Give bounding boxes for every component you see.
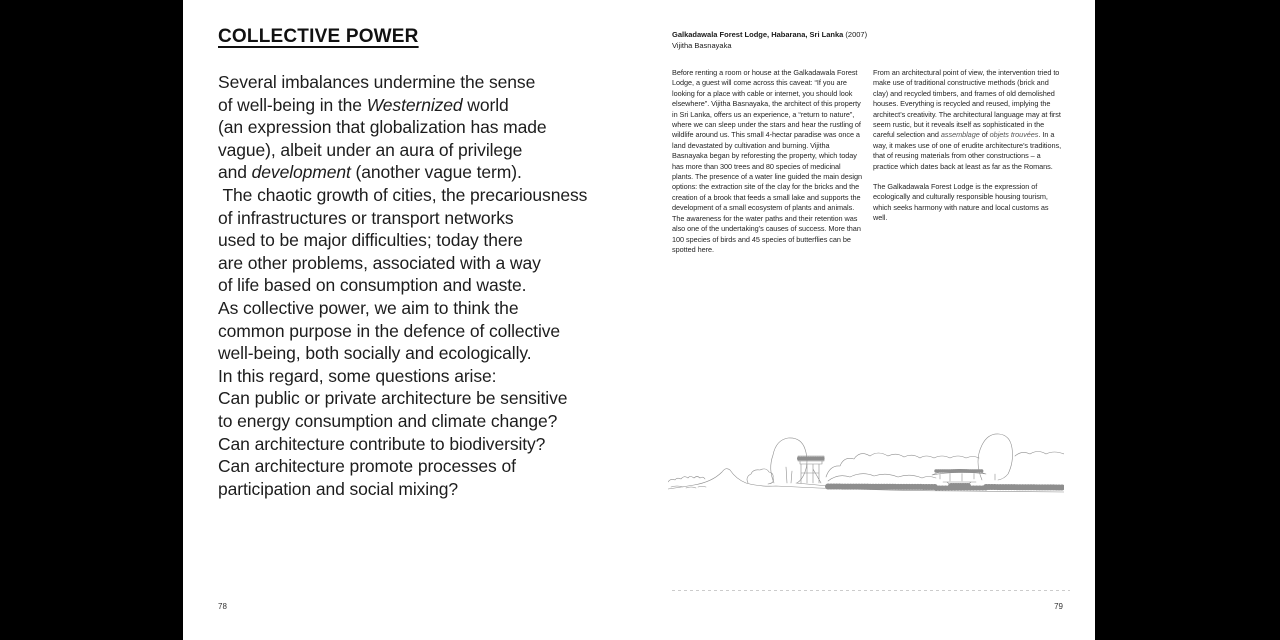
text-line: From an architectural point of view, the intervention tried to make use of traditional constructive methods (brick and clay) and recycled timbers, and frames of old demolished houses. Everything is recycled and reused, implying the architect’s creativity. The architectural language may at first seem rustic, but it reveals itself as sophisticated in the careful selection and assemblage of objets trouvées. In a way, it makes use of one of erudite architecture’s traditions, that of reusing materials from other constructions – a practice which dates back at least as far as the Romans.: [873, 68, 1062, 171]
dashed-divider: [672, 590, 1070, 591]
text-line: In this regard, some questions arise:: [218, 365, 497, 386]
text-line: of life based on consumption and waste.: [218, 275, 527, 296]
text-line: (an expression that globalization has made: [218, 117, 547, 138]
book-spread: [183, 0, 1095, 640]
text-line: used to be major difficulties; today there: [218, 230, 523, 251]
page-number-right: 79: [1054, 602, 1063, 611]
body-text: [218, 71, 628, 500]
page-number-left: 78: [218, 602, 227, 611]
text-line: The Galkadawala Forest Lodge is the expression of ecologically and culturally responsible housing tourism, which seeks harmony with nature and local customs as well.: [873, 182, 1049, 223]
sketch-bush: [747, 469, 773, 484]
text-line: Can architecture promote processes of: [218, 456, 516, 477]
text-line: Before renting a room or house at the Galkadawala Forest Lodge, a guest will come across this caveat: “If you are looking for a place with cable or internet, you should look elsewhere”. Vijitha Basnayaka, the architect of this property in Sri Lanka, offers us an experience, a “return to nature”, where we can sleep under the stars and hear the rustling of wildlife around us. This small 4-hectar paradise was once a land devastated by cultivation and burning. Vijitha Basnayaka began by reforesting the property, which today has more than 300 trees and 80 species of medicinal plants. The presence of a water line guided the main design options: the extraction site of the clay for the bricks and the creation of a brook that feeds a small lake and supports the development of a small ecosystem of plants and animals. The awareness for the water paths and their retention was also one of the undertaking’s causes of success. More than 100 species of birds and 45 species of butterflies can be spotted here.: [672, 68, 863, 254]
text-line: of infrastructures or transport networks: [218, 207, 514, 228]
text-line: Can architecture contribute to biodiversity?: [218, 433, 546, 454]
architect-name: Vijitha Basnayaka: [672, 40, 732, 50]
text-line: participation and social mixing?: [218, 478, 458, 499]
sketch-mid-scrub: [828, 474, 936, 481]
text-line: common purpose in the defence of collective: [218, 320, 561, 341]
site-sketch: [668, 425, 1064, 503]
column-2: [873, 68, 1063, 234]
text-line: As collective power, we aim to think the: [218, 297, 519, 318]
text-line: of well-being in the Westernized world: [218, 94, 509, 115]
sketch-tower-lodge: [796, 456, 828, 486]
text-line: well-being, both socially and ecologically.: [218, 343, 532, 364]
text-line: vague), albeit under an aura of privilege: [218, 139, 523, 160]
text-line: are other problems, associated with a way: [218, 252, 541, 273]
text-line: The chaotic growth of cities, the precariousness: [218, 184, 588, 205]
text-line: to energy consumption and climate change?: [218, 410, 558, 431]
text-line: Can public or private architecture be sensitive: [218, 388, 568, 409]
column-1: [672, 68, 862, 265]
project-year: (2007): [843, 30, 868, 39]
page-title: COLLECTIVE POWER: [218, 26, 419, 47]
text-line: Several imbalances undermine the sense: [218, 72, 536, 92]
project-title-line: [672, 30, 867, 41]
text-line: and development (another vague term).: [218, 162, 522, 183]
project-title: Galkadawala Forest Lodge, Habarana, Sri Lanka: [672, 30, 844, 39]
project-header: [672, 30, 867, 51]
